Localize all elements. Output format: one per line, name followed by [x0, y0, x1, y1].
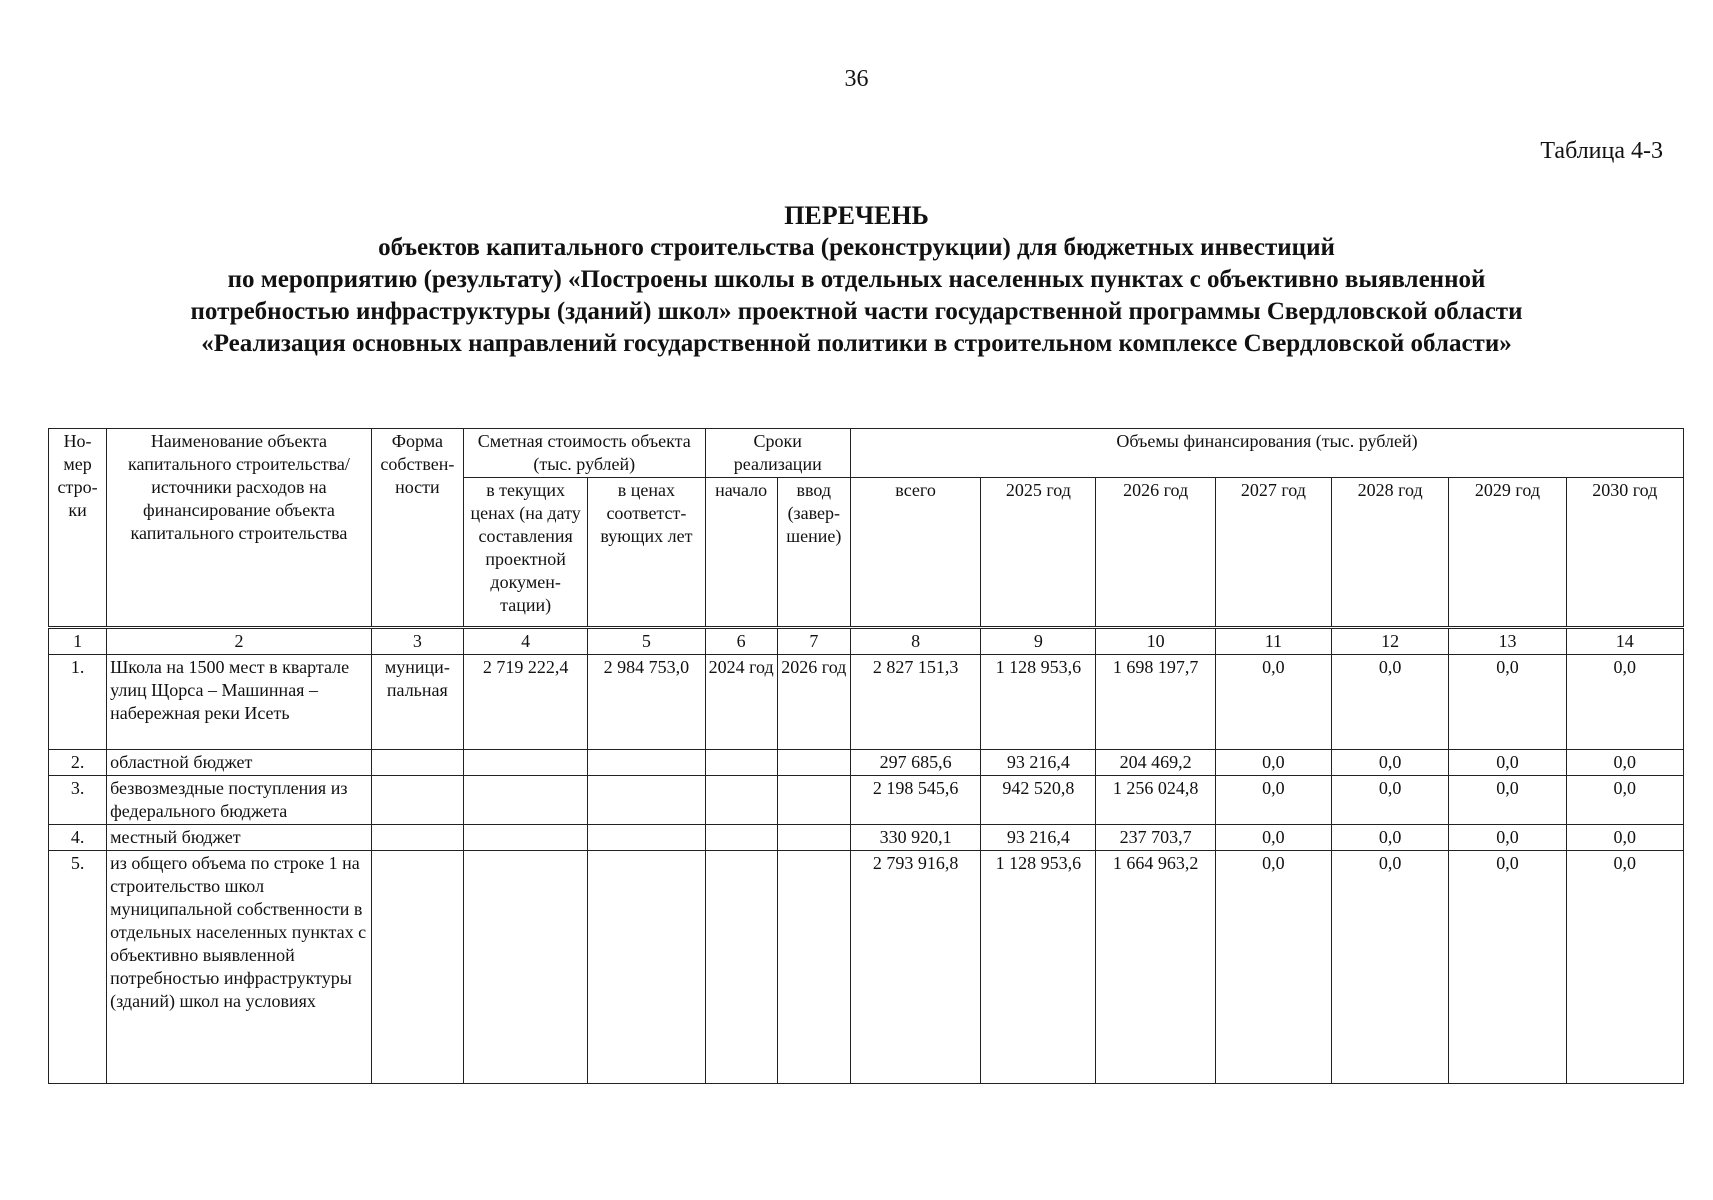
- row-2027: 0,0: [1215, 750, 1331, 776]
- header-estimated-cost: Сметная стоимость объекта (тыс. рублей): [463, 429, 705, 478]
- row-completion: 2026 год: [777, 655, 850, 750]
- row-2027: 0,0: [1215, 825, 1331, 851]
- row-cost-current: 2 719 222,4: [463, 655, 587, 750]
- document-title: [40, 200, 1673, 360]
- column-number: 8: [850, 628, 980, 655]
- title-line-3: по мероприятию (результату) «Построены школы в отдельных населенных пунктах с объективно выявленной: [227, 266, 1486, 293]
- row-ownership: муници-пальная: [371, 655, 463, 750]
- table-label: Таблица 4-3: [1540, 138, 1663, 164]
- row-number: 1.: [49, 655, 107, 750]
- row-number: 2.: [49, 750, 107, 776]
- row-completion: [777, 776, 850, 825]
- row-name: безвозмездные поступления из федерального бюджета: [107, 776, 372, 825]
- row-2028: 0,0: [1332, 655, 1449, 750]
- row-2030: 0,0: [1566, 851, 1683, 1084]
- column-number: 2: [107, 628, 372, 655]
- row-2026: 1 698 197,7: [1096, 655, 1215, 750]
- row-2028: 0,0: [1332, 750, 1449, 776]
- capital-objects-table: [48, 428, 1684, 1084]
- row-total: 330 920,1: [850, 825, 980, 851]
- header-cost-years: в ценах соответст-вующих лет: [588, 478, 705, 628]
- row-ownership: [371, 776, 463, 825]
- header-2025: 2025 год: [981, 478, 1096, 628]
- row-2025: 93 216,4: [981, 750, 1096, 776]
- title-line-2: объектов капитального строительства (реконструкции) для бюджетных инвестиций: [378, 234, 1335, 261]
- header-timeline: Сроки реализации: [705, 429, 850, 478]
- column-number: 13: [1449, 628, 1566, 655]
- row-2026: 237 703,7: [1096, 825, 1215, 851]
- row-total: 2 827 151,3: [850, 655, 980, 750]
- header-2030: 2030 год: [1566, 478, 1683, 628]
- row-2025: 942 520,8: [981, 776, 1096, 825]
- row-2027: 0,0: [1215, 851, 1331, 1084]
- row-total: 2 198 545,6: [850, 776, 980, 825]
- row-2028: 0,0: [1332, 776, 1449, 825]
- page-number: 36: [844, 66, 869, 92]
- table-row: [49, 851, 1684, 1084]
- row-cost-current: [463, 825, 587, 851]
- row-2029: 0,0: [1449, 851, 1566, 1084]
- table-row: [49, 776, 1684, 825]
- row-total: 297 685,6: [850, 750, 980, 776]
- row-cost-current: [463, 776, 587, 825]
- title-line-4: потребностью инфраструктуры (зданий) школ» проектной части государственной программы Свердловской области: [190, 298, 1523, 325]
- row-2029: 0,0: [1449, 655, 1566, 750]
- row-2030: 0,0: [1566, 750, 1683, 776]
- row-2028: 0,0: [1332, 825, 1449, 851]
- row-2027: 0,0: [1215, 655, 1331, 750]
- row-2030: 0,0: [1566, 825, 1683, 851]
- row-ownership: [371, 750, 463, 776]
- column-number: 6: [705, 628, 777, 655]
- header-2027: 2027 год: [1215, 478, 1331, 628]
- column-number: 3: [371, 628, 463, 655]
- row-number: 3.: [49, 776, 107, 825]
- row-start: [705, 750, 777, 776]
- row-cost-years: [588, 851, 705, 1084]
- table-row: [49, 825, 1684, 851]
- column-number: 5: [588, 628, 705, 655]
- row-start: [705, 851, 777, 1084]
- row-cost-current: [463, 750, 587, 776]
- column-number: 12: [1332, 628, 1449, 655]
- row-name: Школа на 1500 мест в квартале улиц Щорса – Машинная – набережная реки Исеть: [107, 655, 372, 750]
- row-2025: 1 128 953,6: [981, 655, 1096, 750]
- column-number: 9: [981, 628, 1096, 655]
- header-total: всего: [850, 478, 980, 628]
- header-completion: ввод (завер-шение): [777, 478, 850, 628]
- row-2025: 1 128 953,6: [981, 851, 1096, 1084]
- header-2029: 2029 год: [1449, 478, 1566, 628]
- title-line-5: «Реализация основных направлений государственной политики в строительном комплексе Свердловской области»: [201, 330, 1512, 357]
- header-ownership: Форма собствен-ности: [371, 429, 463, 628]
- column-number: 1: [49, 628, 107, 655]
- header-funding: Объемы финансирования (тыс. рублей): [850, 429, 1683, 478]
- column-number-row: [49, 628, 1684, 655]
- row-2029: 0,0: [1449, 750, 1566, 776]
- row-completion: [777, 825, 850, 851]
- column-number: 4: [463, 628, 587, 655]
- row-ownership: [371, 851, 463, 1084]
- row-2027: 0,0: [1215, 776, 1331, 825]
- header-2026: 2026 год: [1096, 478, 1215, 628]
- title-line-1: ПЕРЕЧЕНЬ: [784, 201, 929, 230]
- row-cost-current: [463, 851, 587, 1084]
- column-number: 10: [1096, 628, 1215, 655]
- row-name: местный бюджет: [107, 825, 372, 851]
- row-2028: 0,0: [1332, 851, 1449, 1084]
- row-start: [705, 825, 777, 851]
- row-cost-years: [588, 750, 705, 776]
- header-row-top: [49, 429, 1684, 478]
- row-name: из общего объема по строке 1 на строительство школ муниципальной собственности в отдельных населенных пунктах с объективно выявленной потребностью инфраструктуры (зданий) школ на условиях: [107, 851, 372, 1084]
- row-2029: 0,0: [1449, 776, 1566, 825]
- row-cost-years: [588, 825, 705, 851]
- row-2030: 0,0: [1566, 776, 1683, 825]
- row-total: 2 793 916,8: [850, 851, 980, 1084]
- column-number: 14: [1566, 628, 1683, 655]
- header-start: начало: [705, 478, 777, 628]
- row-start: 2024 год: [705, 655, 777, 750]
- row-2025: 93 216,4: [981, 825, 1096, 851]
- row-completion: [777, 851, 850, 1084]
- header-cost-current: в текущих ценах (на дату составления проектной докумен-тации): [463, 478, 587, 628]
- column-number: 11: [1215, 628, 1331, 655]
- row-cost-years: 2 984 753,0: [588, 655, 705, 750]
- row-name: областной бюджет: [107, 750, 372, 776]
- table-row: [49, 655, 1684, 750]
- row-number: 4.: [49, 825, 107, 851]
- column-number: 7: [777, 628, 850, 655]
- row-number: 5.: [49, 851, 107, 1084]
- header-2028: 2028 год: [1332, 478, 1449, 628]
- row-2029: 0,0: [1449, 825, 1566, 851]
- row-completion: [777, 750, 850, 776]
- row-ownership: [371, 825, 463, 851]
- header-row-number: Но-мер стро-ки: [49, 429, 107, 628]
- row-cost-years: [588, 776, 705, 825]
- row-2026: 1 256 024,8: [1096, 776, 1215, 825]
- row-start: [705, 776, 777, 825]
- header-object-name: Наименование объекта капитального строительства/ источники расходов на финансирование объекта капитального строительства: [107, 429, 372, 628]
- table-row: [49, 750, 1684, 776]
- row-2030: 0,0: [1566, 655, 1683, 750]
- row-2026: 204 469,2: [1096, 750, 1215, 776]
- row-2026: 1 664 963,2: [1096, 851, 1215, 1084]
